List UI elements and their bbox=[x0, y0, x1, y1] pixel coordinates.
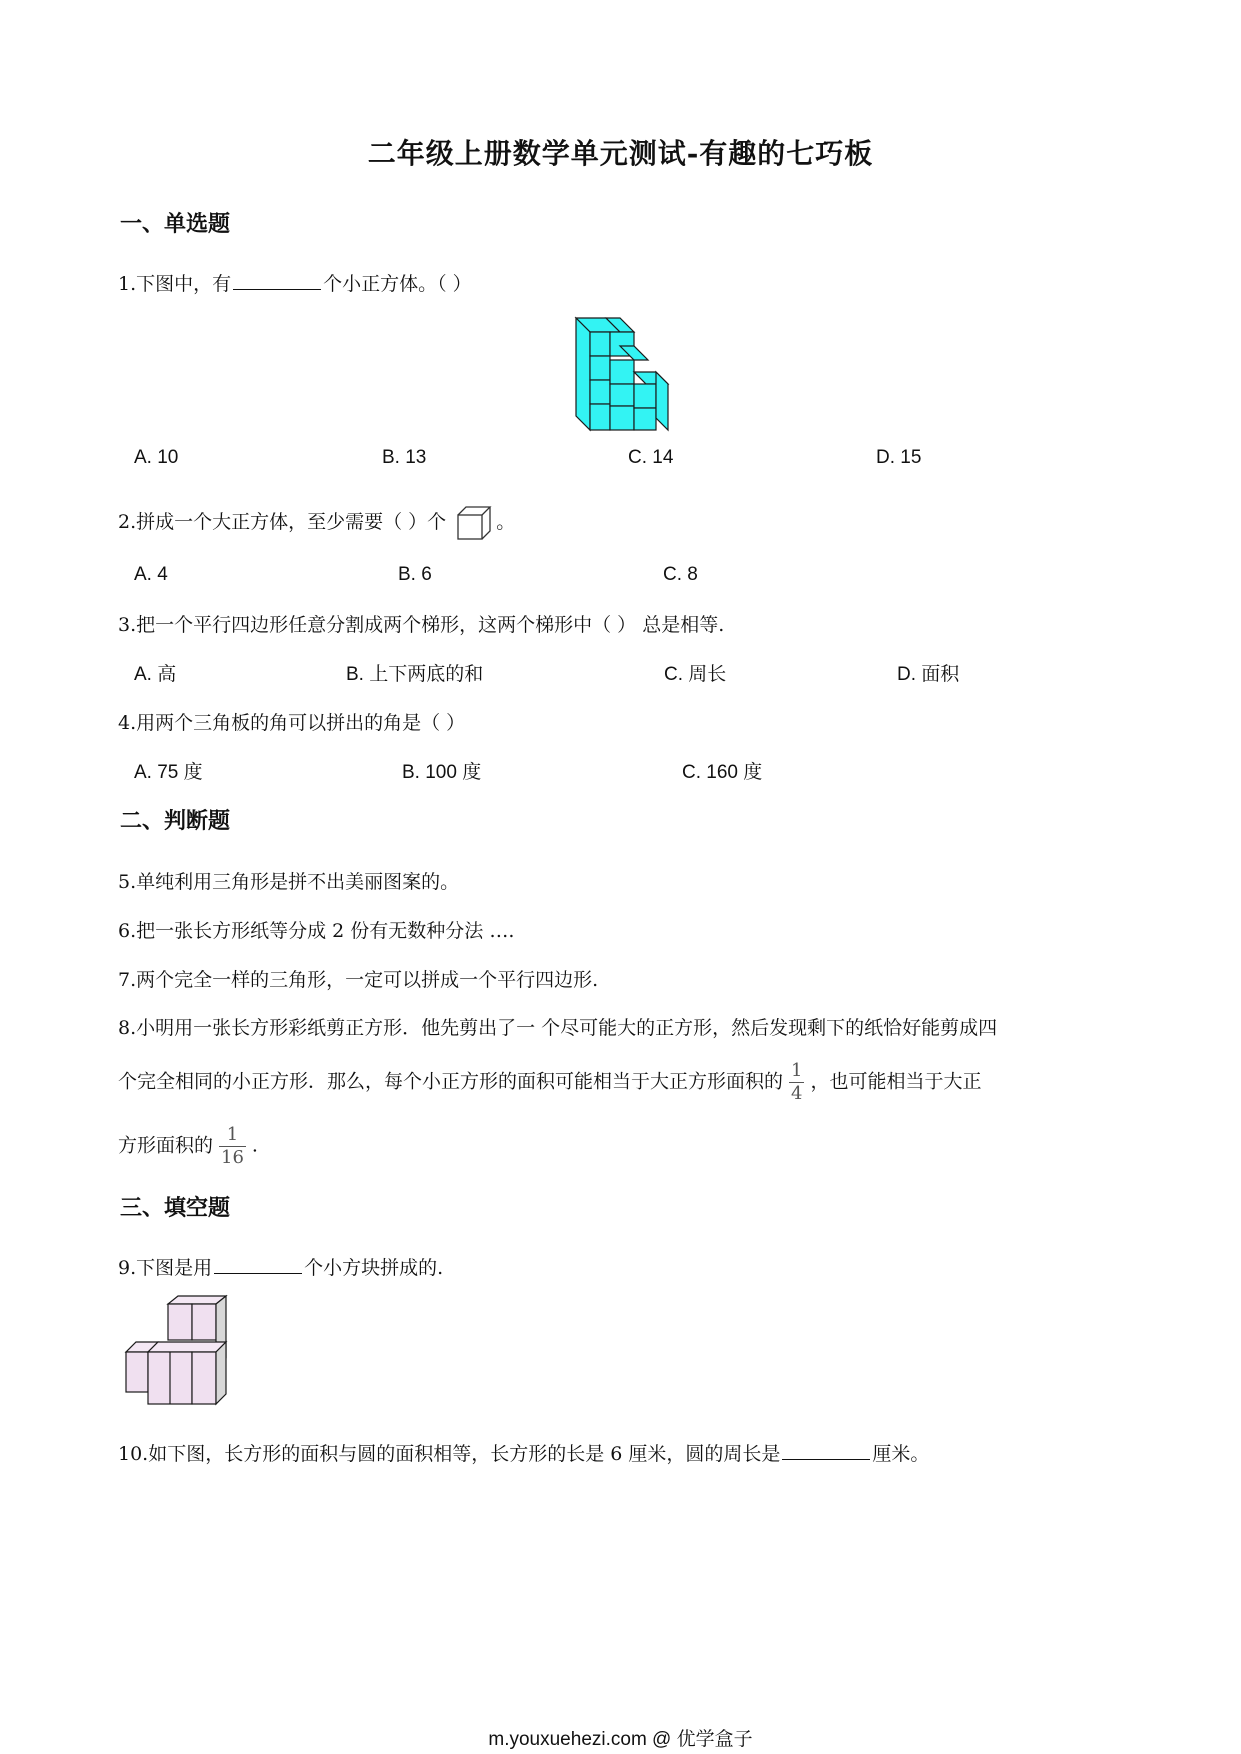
question-8-line-2-pre: 个完全相同的小正方形．那么，每个小正方形的面积可能相当于大正方形面积的 bbox=[118, 1070, 784, 1093]
q3-option-a[interactable]: A. 高 bbox=[134, 664, 177, 685]
question-5: 5.单纯利用三角形是拼不出美丽图案的。 bbox=[118, 871, 460, 893]
question-10 bbox=[118, 1439, 929, 1466]
question-4: 4.用两个三角板的角可以拼出的角是（ ） bbox=[118, 712, 466, 734]
question-8-line-1: 8.小明用一张长方形彩纸剪正方形．他先剪出了一 个尽可能大的正方形，然后发现剩下的纸恰好能剪成四 bbox=[118, 1017, 998, 1039]
q3-option-c[interactable]: C. 周长 bbox=[664, 664, 727, 685]
question-2 bbox=[118, 505, 515, 541]
question-6: 6.把一张长方形纸等分成 2 份有无数种分法 …. bbox=[118, 920, 515, 942]
question-8-line-3-post: . bbox=[251, 1134, 258, 1157]
block-assembly-figure bbox=[122, 1294, 282, 1412]
fraction-one-quarter bbox=[789, 1062, 804, 1103]
answer-blank-9[interactable] bbox=[214, 1255, 302, 1274]
question-3: 3.把一个平行四边形任意分割成两个梯形，这两个梯形中（ ） 总是相等. bbox=[118, 614, 725, 636]
question-8-line-3-pre: 方形面积的 bbox=[118, 1134, 214, 1157]
q1-option-d[interactable]: D. 15 bbox=[876, 447, 922, 468]
question-1-text-post: 个小正方体。（ ） bbox=[323, 273, 472, 295]
q2-option-b[interactable]: B. 6 bbox=[398, 564, 432, 585]
fraction-one-sixteenth bbox=[219, 1126, 246, 1167]
q1-option-a[interactable]: A. 10 bbox=[134, 447, 179, 468]
q1-option-c[interactable]: C. 14 bbox=[628, 447, 674, 468]
question-2-text-post: 。 bbox=[496, 511, 516, 533]
fraction-1-denominator: 4 bbox=[791, 1083, 803, 1104]
footer-site-credit[interactable]: m.youxuehezi.com @ 优学盒子 bbox=[488, 1729, 753, 1750]
cube-stack-figure bbox=[560, 310, 670, 436]
question-9-text-pre: 9.下图是用 bbox=[118, 1257, 213, 1279]
answer-blank-1[interactable] bbox=[233, 271, 321, 290]
section-heading-true-false: 二、判断题 bbox=[120, 808, 231, 834]
answer-blank-10[interactable] bbox=[782, 1441, 870, 1460]
fraction-1-numerator: 1 bbox=[791, 1060, 803, 1081]
q4-option-b[interactable]: B. 100 度 bbox=[402, 762, 482, 783]
question-9 bbox=[118, 1253, 443, 1280]
small-cube-icon bbox=[454, 505, 494, 541]
q3-option-b[interactable]: B. 上下两底的和 bbox=[346, 664, 484, 685]
question-8-line-2-post: ，也可能相当于大正 bbox=[810, 1070, 982, 1093]
question-1 bbox=[118, 269, 472, 296]
question-10-text-pre: 10.如下图，长方形的面积与圆的面积相等，长方形的长是 6 厘米，圆的周长是 bbox=[118, 1443, 781, 1465]
question-2-text-pre: 2.拼成一个大正方体，至少需要（ ）个 bbox=[118, 511, 447, 533]
q4-option-c[interactable]: C. 160 度 bbox=[682, 762, 763, 783]
question-7: 7.两个完全一样的三角形，一定可以拼成一个平行四边形. bbox=[118, 969, 599, 991]
fraction-2-denominator: 16 bbox=[221, 1147, 244, 1168]
q2-option-a[interactable]: A. 4 bbox=[134, 564, 168, 585]
q4-option-a[interactable]: A. 75 度 bbox=[134, 762, 203, 783]
page-title: 二年级上册数学单元测试-有趣的七巧板 bbox=[367, 137, 874, 170]
question-10-text-post: 厘米。 bbox=[872, 1443, 930, 1465]
question-1-text-pre: 1.下图中，有 bbox=[118, 273, 232, 295]
q3-option-d[interactable]: D. 面积 bbox=[897, 664, 960, 685]
question-8-line-3 bbox=[118, 1126, 258, 1167]
section-heading-fill-blank: 三、填空题 bbox=[120, 1195, 231, 1221]
q2-option-c[interactable]: C. 8 bbox=[663, 564, 698, 585]
question-9-text-post: 个小方块拼成的. bbox=[304, 1257, 444, 1279]
section-heading-single-choice: 一、单选题 bbox=[120, 211, 231, 237]
fraction-2-numerator: 1 bbox=[226, 1124, 239, 1145]
question-8-line-2 bbox=[118, 1062, 981, 1103]
q1-option-b[interactable]: B. 13 bbox=[382, 447, 427, 468]
